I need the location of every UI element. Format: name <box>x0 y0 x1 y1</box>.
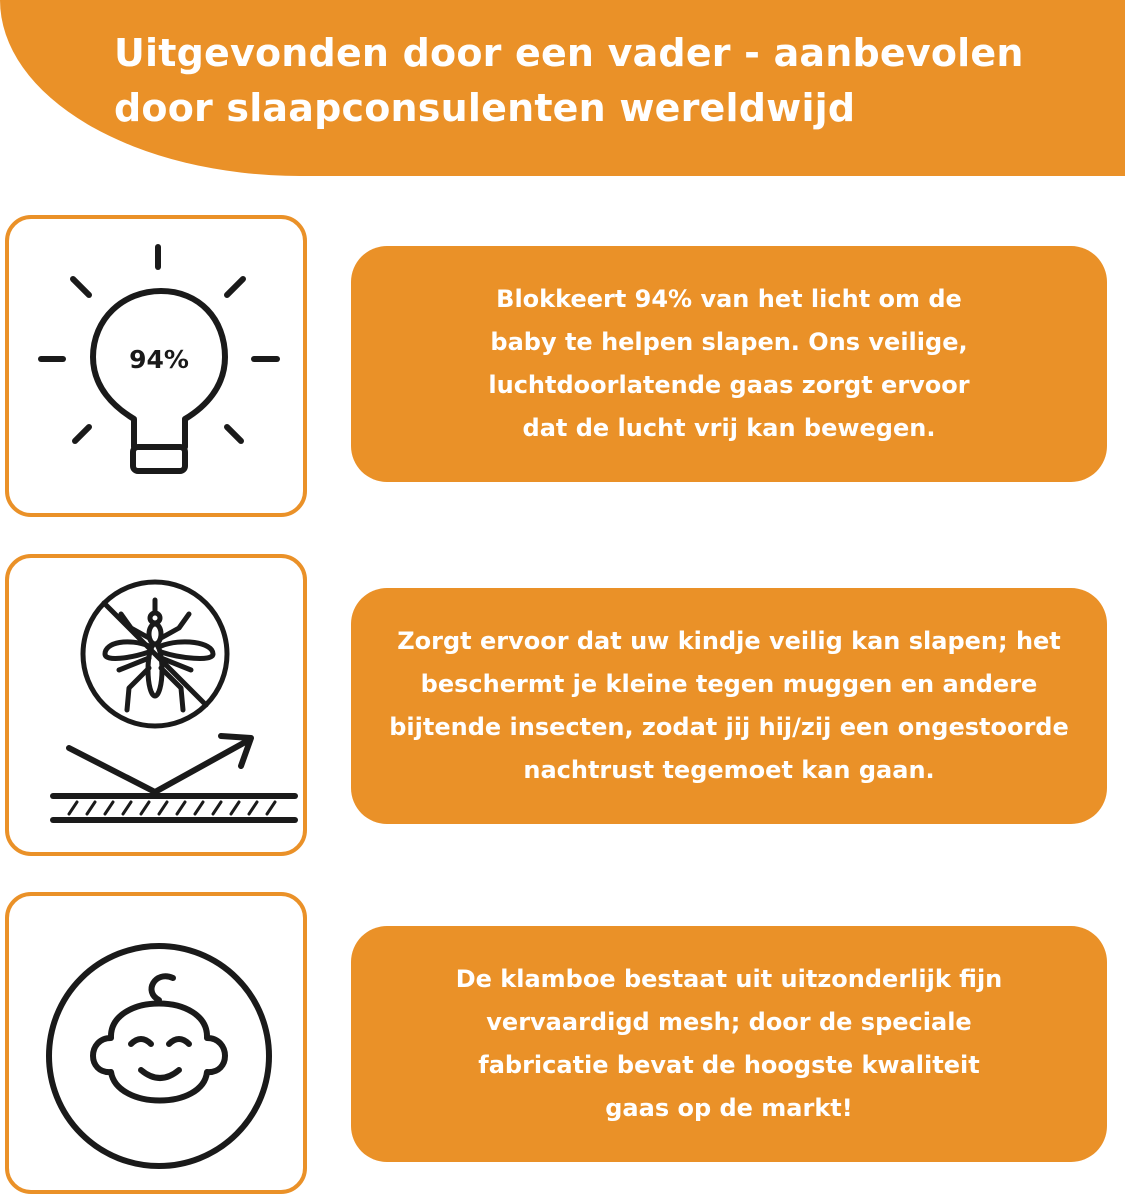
no-mosquito-icon <box>9 558 303 852</box>
header-banner <box>0 0 1125 176</box>
feature-card-light-blocking <box>351 246 1107 482</box>
percentage-label: 94% <box>129 345 189 374</box>
page-title: Uitgevonden door een vader - aanbevolen door slaapconsulenten wereldwijd <box>114 31 1024 130</box>
light-bulb-icon-box <box>5 215 307 517</box>
feature-text: Zorgt ervoor dat uw kindje veilig kan slapen; het beschermt je kleine tegen muggen en andere bijtende insecten, zodat jij hij/zij een ongestoorde nachtrust tegemoet kan gaan. <box>389 627 1069 784</box>
feature-text: Blokkeert 94% van het licht om de baby te helpen slapen. Ons veilige, luchtdoorlatende gaas zorgt ervoor dat de lucht vrij kan bewegen. <box>488 285 970 442</box>
baby-face-icon <box>9 896 303 1190</box>
feature-card-insect-protection <box>351 588 1107 824</box>
feature-text: De klamboe bestaat uit uitzonderlijk fijn vervaardigd mesh; door de speciale fabricatie bevat de hoogste kwaliteit gaas op de markt! <box>455 965 1003 1122</box>
light-bulb-icon <box>9 219 303 513</box>
mosquito-icon-box <box>5 554 307 856</box>
feature-card-mesh-quality <box>351 926 1107 1162</box>
baby-icon-box <box>5 892 307 1194</box>
